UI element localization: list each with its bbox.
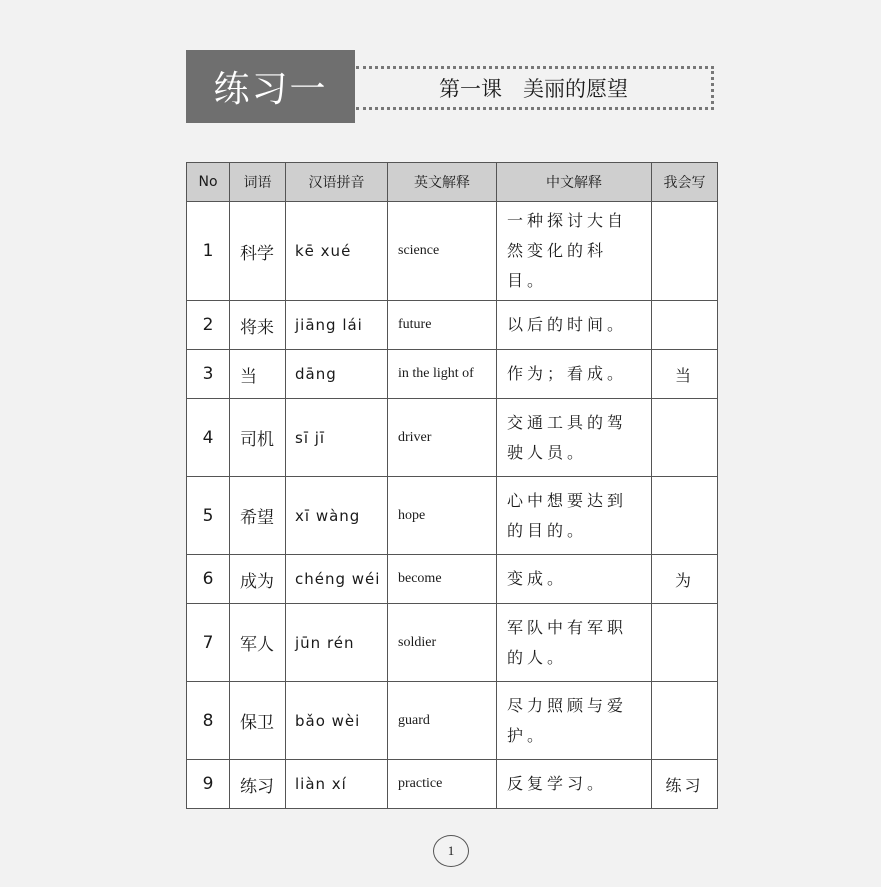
table-row [187,301,718,350]
row-no: 1 [187,202,230,301]
row-write [652,682,718,760]
row-write [652,301,718,350]
row-no: 2 [187,301,230,350]
row-english: soldier [388,604,497,682]
row-word: 司机 [230,399,286,477]
row-word: 保卫 [230,682,286,760]
row-pinyin: bǎo wèi [286,682,388,760]
row-no: 7 [187,604,230,682]
row-pinyin: jiāng lái [286,301,388,350]
row-no: 8 [187,682,230,760]
row-chinese: 尽力照顾与爱护。 [497,682,652,760]
row-english: hope [388,477,497,555]
row-no: 6 [187,555,230,604]
row-chinese: 作为；看成。 [497,350,652,399]
row-english: future [388,301,497,350]
row-word: 练习 [230,760,286,809]
row-word: 当 [230,350,286,399]
table-row [187,555,718,604]
row-no: 4 [187,399,230,477]
header-write: 我会写 [652,163,718,202]
row-chinese: 以后的时间。 [497,301,652,350]
row-word: 将来 [230,301,286,350]
table-row [187,477,718,555]
header-word: 词语 [230,163,286,202]
row-chinese: 交通工具的驾驶人员。 [497,399,652,477]
row-pinyin: liàn xí [286,760,388,809]
row-write [652,604,718,682]
header-chinese: 中文解释 [497,163,652,202]
row-english: in the light of [388,350,497,399]
row-write [652,477,718,555]
table-row [187,399,718,477]
row-english: guard [388,682,497,760]
lesson-title: 第一课 美丽的愿望 [439,77,628,101]
table-row [187,202,718,301]
row-chinese: 反复学习。 [497,760,652,809]
table-header-row [187,163,718,202]
exercise-label: 练习一 [213,69,328,110]
row-write: 为 [652,555,718,604]
row-english: practice [388,760,497,809]
row-chinese: 变成。 [497,555,652,604]
row-write [652,202,718,301]
header-english: 英文解释 [388,163,497,202]
exercise-header [186,50,355,123]
row-no: 9 [187,760,230,809]
row-pinyin: sī jī [286,399,388,477]
row-pinyin: chéng wéi [286,555,388,604]
table-row [187,350,718,399]
header-pinyin: 汉语拼音 [286,163,388,202]
row-word: 军人 [230,604,286,682]
row-no: 3 [187,350,230,399]
vocabulary-table [186,162,718,809]
row-word: 成为 [230,555,286,604]
row-word: 科学 [230,202,286,301]
row-chinese: 军队中有军职的人。 [497,604,652,682]
row-no: 5 [187,477,230,555]
row-pinyin: dāng [286,350,388,399]
page-number [433,835,469,867]
row-english: science [388,202,497,301]
row-write [652,399,718,477]
lesson-title-box [356,66,714,110]
table-row [187,604,718,682]
row-word: 希望 [230,477,286,555]
row-chinese: 一种探讨大自然变化的科目。 [497,202,652,301]
table-row [187,682,718,760]
row-write: 当 [652,350,718,399]
table-row [187,760,718,809]
row-pinyin: xī wàng [286,477,388,555]
page-number-label: 1 [447,843,455,858]
row-pinyin: kē xué [286,202,388,301]
row-write: 练习 [652,760,718,809]
row-english: driver [388,399,497,477]
row-pinyin: jūn rén [286,604,388,682]
header-no: No [187,163,230,202]
row-chinese: 心中想要达到的目的。 [497,477,652,555]
row-english: become [388,555,497,604]
